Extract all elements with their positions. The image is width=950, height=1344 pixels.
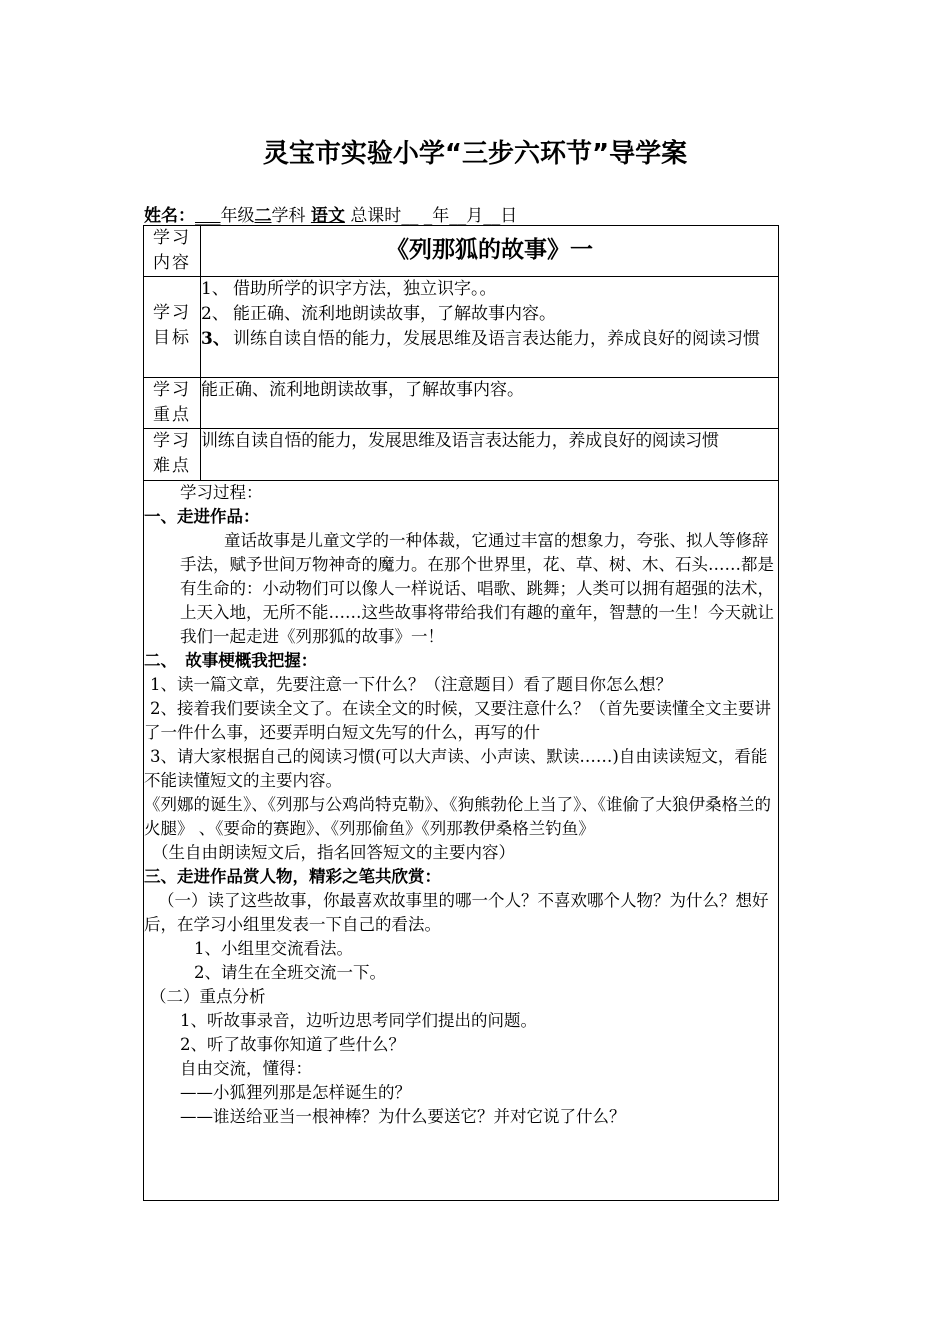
process-cell bbox=[144, 481, 779, 1201]
section-3-part-1: （一）读了这些故事，你最喜欢故事里的哪一个人？不喜欢哪个人物？为什么？想好后，在学习小组里发表一下自己的看法。 bbox=[144, 891, 769, 934]
process-row bbox=[144, 481, 779, 1201]
key-row bbox=[144, 378, 779, 429]
goal-item bbox=[201, 302, 778, 327]
goal-item bbox=[201, 327, 778, 352]
goal-number: 3、 bbox=[201, 329, 230, 349]
page-title: 灵宝市实验小学“三步六环节”导学案 bbox=[262, 139, 688, 169]
content-row bbox=[144, 226, 779, 277]
section-1-paragraph: 童话故事是儿童文学的一种体裁，它通过丰富的想象力，夸张、拟人等修辞手法，赋予世间万物神奇的魔力。在那个世界里，花、草、树、木、石头……都是有生命的：小动物们可以像人一样说话、唱歌、跳舞；人类可以拥有超强的法术，上天入地，无所不能……这些故事将带给我们有趣的童年，智慧的一生！今天就让我们一起走进《列那狐的故事》一！ bbox=[180, 531, 774, 646]
process-heading: 学习过程： bbox=[180, 483, 263, 502]
day-blank: __ bbox=[483, 206, 501, 226]
goals-row bbox=[144, 277, 779, 378]
subject-value: 语文 bbox=[310, 206, 345, 226]
process-body bbox=[144, 481, 778, 1129]
section-3-part-2-item-2: 2、听了故事你知道了些什么？ bbox=[180, 1035, 405, 1054]
section-2-story-list: 《列娜的诞生》、《列那与公鸡尚特克勒》、《狗熊勃伦上当了》、《谁偷了大狼伊桑格兰的火腿》 、《要命的赛跑》、《列那偷鱼》《列那教伊桑格兰钓鱼》 bbox=[144, 795, 771, 838]
difficulty-label: 学习难点 bbox=[144, 429, 201, 481]
section-2-title: 二、 故事梗概我把握： bbox=[144, 651, 318, 670]
grade-label: 年级 bbox=[220, 206, 255, 226]
goal-text: 训练自读自悟的能力，发展思维及语言表达能力，养成良好的阅读习惯 bbox=[233, 329, 760, 349]
month-blank: __ bbox=[449, 206, 467, 226]
goals-cell bbox=[201, 277, 779, 378]
goal-number: 2、 bbox=[201, 304, 229, 324]
section-3-part-2-item-5: ——谁送给亚当一根神棒？为什么要送它？并对它说了什么？ bbox=[180, 1107, 626, 1126]
section-2-note: （生自由朗读短文后，指名回答短文的主要内容） bbox=[152, 843, 515, 862]
section-3-part-2-item-3: 自由交流，懂得： bbox=[180, 1059, 312, 1078]
key-text: 能正确、流利地朗读故事，了解故事内容。 bbox=[201, 378, 779, 429]
key-label: 学习重点 bbox=[144, 378, 201, 429]
difficulty-row bbox=[144, 429, 779, 481]
section-3-part-1-item-2: 2、请生在全班交流一下。 bbox=[194, 963, 386, 982]
section-2-question-3: 3、请大家根据自己的阅读习惯(可以大声读、小声读、默读……)自由读读短文，看能不能读懂短文的主要内容。 bbox=[144, 747, 768, 790]
name-label: 姓名： bbox=[144, 206, 195, 226]
section-3-part-2-item-1: 1、听故事录音，边听边思考同学们提出的问题。 bbox=[180, 1011, 537, 1030]
goal-text: 能正确、流利地朗读故事，了解故事内容。 bbox=[233, 304, 556, 324]
periods-blank: __ bbox=[401, 206, 419, 226]
goal-item bbox=[201, 277, 778, 302]
subject-label: 学科 bbox=[271, 206, 306, 226]
year-label: 年 bbox=[432, 206, 450, 226]
year-blank: _ bbox=[423, 206, 433, 226]
periods-label: 总课时 bbox=[350, 206, 402, 226]
lesson-plan-table bbox=[143, 225, 779, 1201]
day-label: 日 bbox=[500, 206, 518, 226]
section-3-part-2-item-4: ——小狐狸列那是怎样诞生的？ bbox=[180, 1083, 411, 1102]
section-3-part-1-item-1: 1、小组里交流看法。 bbox=[194, 939, 353, 958]
student-info-line bbox=[144, 201, 517, 226]
section-1-title: 一、走进作品： bbox=[144, 507, 260, 526]
section-2-question-2: 2、接着我们要读全文了。在读全文的时候，又要注意什么？（首先要读懂全文主要讲了一件什么事，还要弄明白短文先写的什么，再写的什 bbox=[144, 699, 771, 742]
content-cell bbox=[201, 226, 779, 277]
lesson-title: 《列那狐的故事》一 bbox=[386, 237, 593, 263]
difficulty-text: 训练自读自悟的能力，发展思维及语言表达能力，养成良好的阅读习惯 bbox=[201, 429, 779, 481]
section-3-part-2: （二）重点分析 bbox=[150, 987, 266, 1006]
name-blank: ___ bbox=[195, 206, 221, 226]
content-label: 学习内容 bbox=[144, 226, 201, 277]
section-3-title: 三、走进作品赏人物，精彩之笔共欣赏： bbox=[144, 867, 441, 886]
section-2-question-1: 1、读一篇文章，先要注意一下什么？（注意题目）看了题目你怎么想？ bbox=[150, 675, 672, 694]
grade-value: 二 bbox=[254, 206, 272, 226]
goals-label: 学习目标 bbox=[144, 277, 201, 378]
goal-text: 借助所学的识字方法，独立识字。。 bbox=[233, 279, 497, 299]
goal-number: 1、 bbox=[201, 279, 229, 299]
month-label: 月 bbox=[466, 206, 484, 226]
